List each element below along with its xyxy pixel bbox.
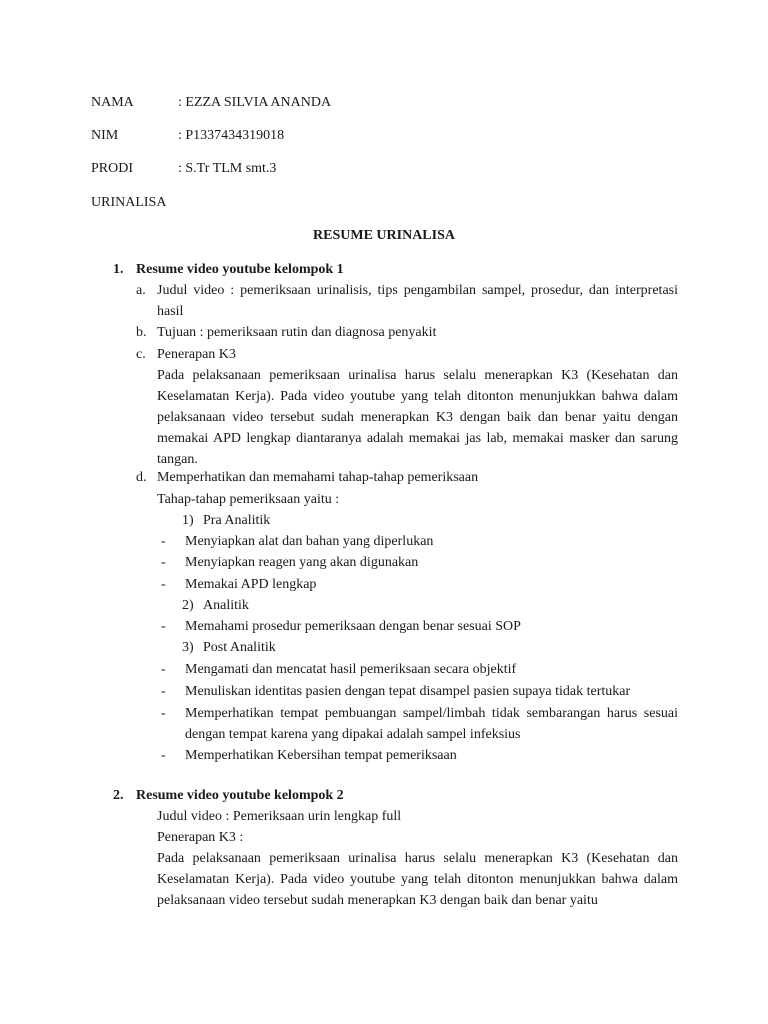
- list-dash: -: [161, 748, 166, 763]
- list-item: Memperhatikan tempat pembuangan sampel/limbah tidak sembarangan harus sesuai dengan tempat karena yang dipakai adalah sampel infeksius: [185, 706, 678, 742]
- list-dash: -: [161, 706, 166, 721]
- stage2-number: 2): [182, 598, 194, 613]
- nim-label: NIM: [91, 128, 119, 143]
- list-item: Memperhatikan Kebersihan tempat pemeriksaan: [185, 748, 457, 763]
- list-dash: -: [161, 555, 166, 570]
- nim-value: : P1337434319018: [178, 128, 285, 143]
- item-a-text: Judul video : pemeriksaan urinalisis, tips pengambilan sampel, prosedur, dan interpretasi hasil: [157, 283, 678, 319]
- list-dash: -: [161, 662, 166, 677]
- list-item: Menyiapkan reagen yang akan digunakan: [185, 555, 419, 570]
- item-b-letter: b.: [136, 325, 147, 340]
- item-c-letter: c.: [136, 347, 146, 362]
- prodi-value: : S.Tr TLM smt.3: [178, 161, 277, 176]
- list-dash: -: [161, 534, 166, 549]
- nama-label: NAMA: [91, 95, 134, 110]
- item-d-letter: d.: [136, 470, 147, 485]
- section2-paragraph: Pada pelaksanaan pemeriksaan urinalisa harus selalu menerapkan K3 (Kesehatan dan Keselamatan Kerja). Pada video youtube yang telah ditonton menunjukkan bahwa dalam pelaksanaan video tersebut sudah menerapkan K3 dengan baik dan benar yaitu: [157, 851, 678, 908]
- item-d-intro: Tahap-tahap pemeriksaan yaitu :: [157, 492, 340, 507]
- section2-number: 2.: [113, 788, 124, 803]
- section2-judul: Judul video : Pemeriksaan urin lengkap full: [157, 809, 402, 824]
- subject-label: URINALISA: [91, 195, 167, 210]
- section2-penerapan: Penerapan K3 :: [157, 830, 244, 845]
- list-item: Menuliskan identitas pasien dengan tepat disampel pasien supaya tidak tertukar: [185, 684, 631, 699]
- nama-value: : EZZA SILVIA ANANDA: [178, 95, 332, 110]
- item-d-title: Memperhatikan dan memahami tahap-tahap pemeriksaan: [157, 470, 479, 485]
- item-a-letter: a.: [136, 283, 146, 298]
- section1-number: 1.: [113, 262, 124, 277]
- item-b-text: Tujuan : pemeriksaan rutin dan diagnosa penyakit: [157, 325, 437, 340]
- document-title: RESUME URINALISA: [313, 228, 455, 243]
- list-item: Memakai APD lengkap: [185, 577, 317, 592]
- stage1-title: Pra Analitik: [203, 513, 271, 528]
- prodi-label: PRODI: [91, 161, 134, 176]
- item-c-title: Penerapan K3: [157, 347, 236, 362]
- stage2-title: Analitik: [203, 598, 249, 613]
- list-dash: -: [161, 577, 166, 592]
- item-c-paragraph: Pada pelaksanaan pemeriksaan urinalisa harus selalu menerapkan K3 (Kesehatan dan Keselamatan Kerja). Pada video youtube yang telah ditonton menunjukkan bahwa dalam pelaksanaan video tersebut sudah menerapkan K3 dengan baik dan benar yaitu dengan memakai APD lengkap diantaranya adalah memakai jas lab, memakai masker dan sarung tangan.: [157, 368, 678, 467]
- list-item: Menyiapkan alat dan bahan yang diperlukan: [185, 534, 434, 549]
- list-item: Mengamati dan mencatat hasil pemeriksaan secara objektif: [185, 662, 517, 677]
- list-dash: -: [161, 684, 166, 699]
- stage3-title: Post Analitik: [203, 640, 276, 655]
- stage3-number: 3): [182, 640, 194, 655]
- list-dash: -: [161, 619, 166, 634]
- section1-heading: Resume video youtube kelompok 1: [136, 262, 344, 277]
- stage1-number: 1): [182, 513, 194, 528]
- section2-heading: Resume video youtube kelompok 2: [136, 788, 344, 803]
- list-item: Memahami prosedur pemeriksaan dengan benar sesuai SOP: [185, 619, 521, 634]
